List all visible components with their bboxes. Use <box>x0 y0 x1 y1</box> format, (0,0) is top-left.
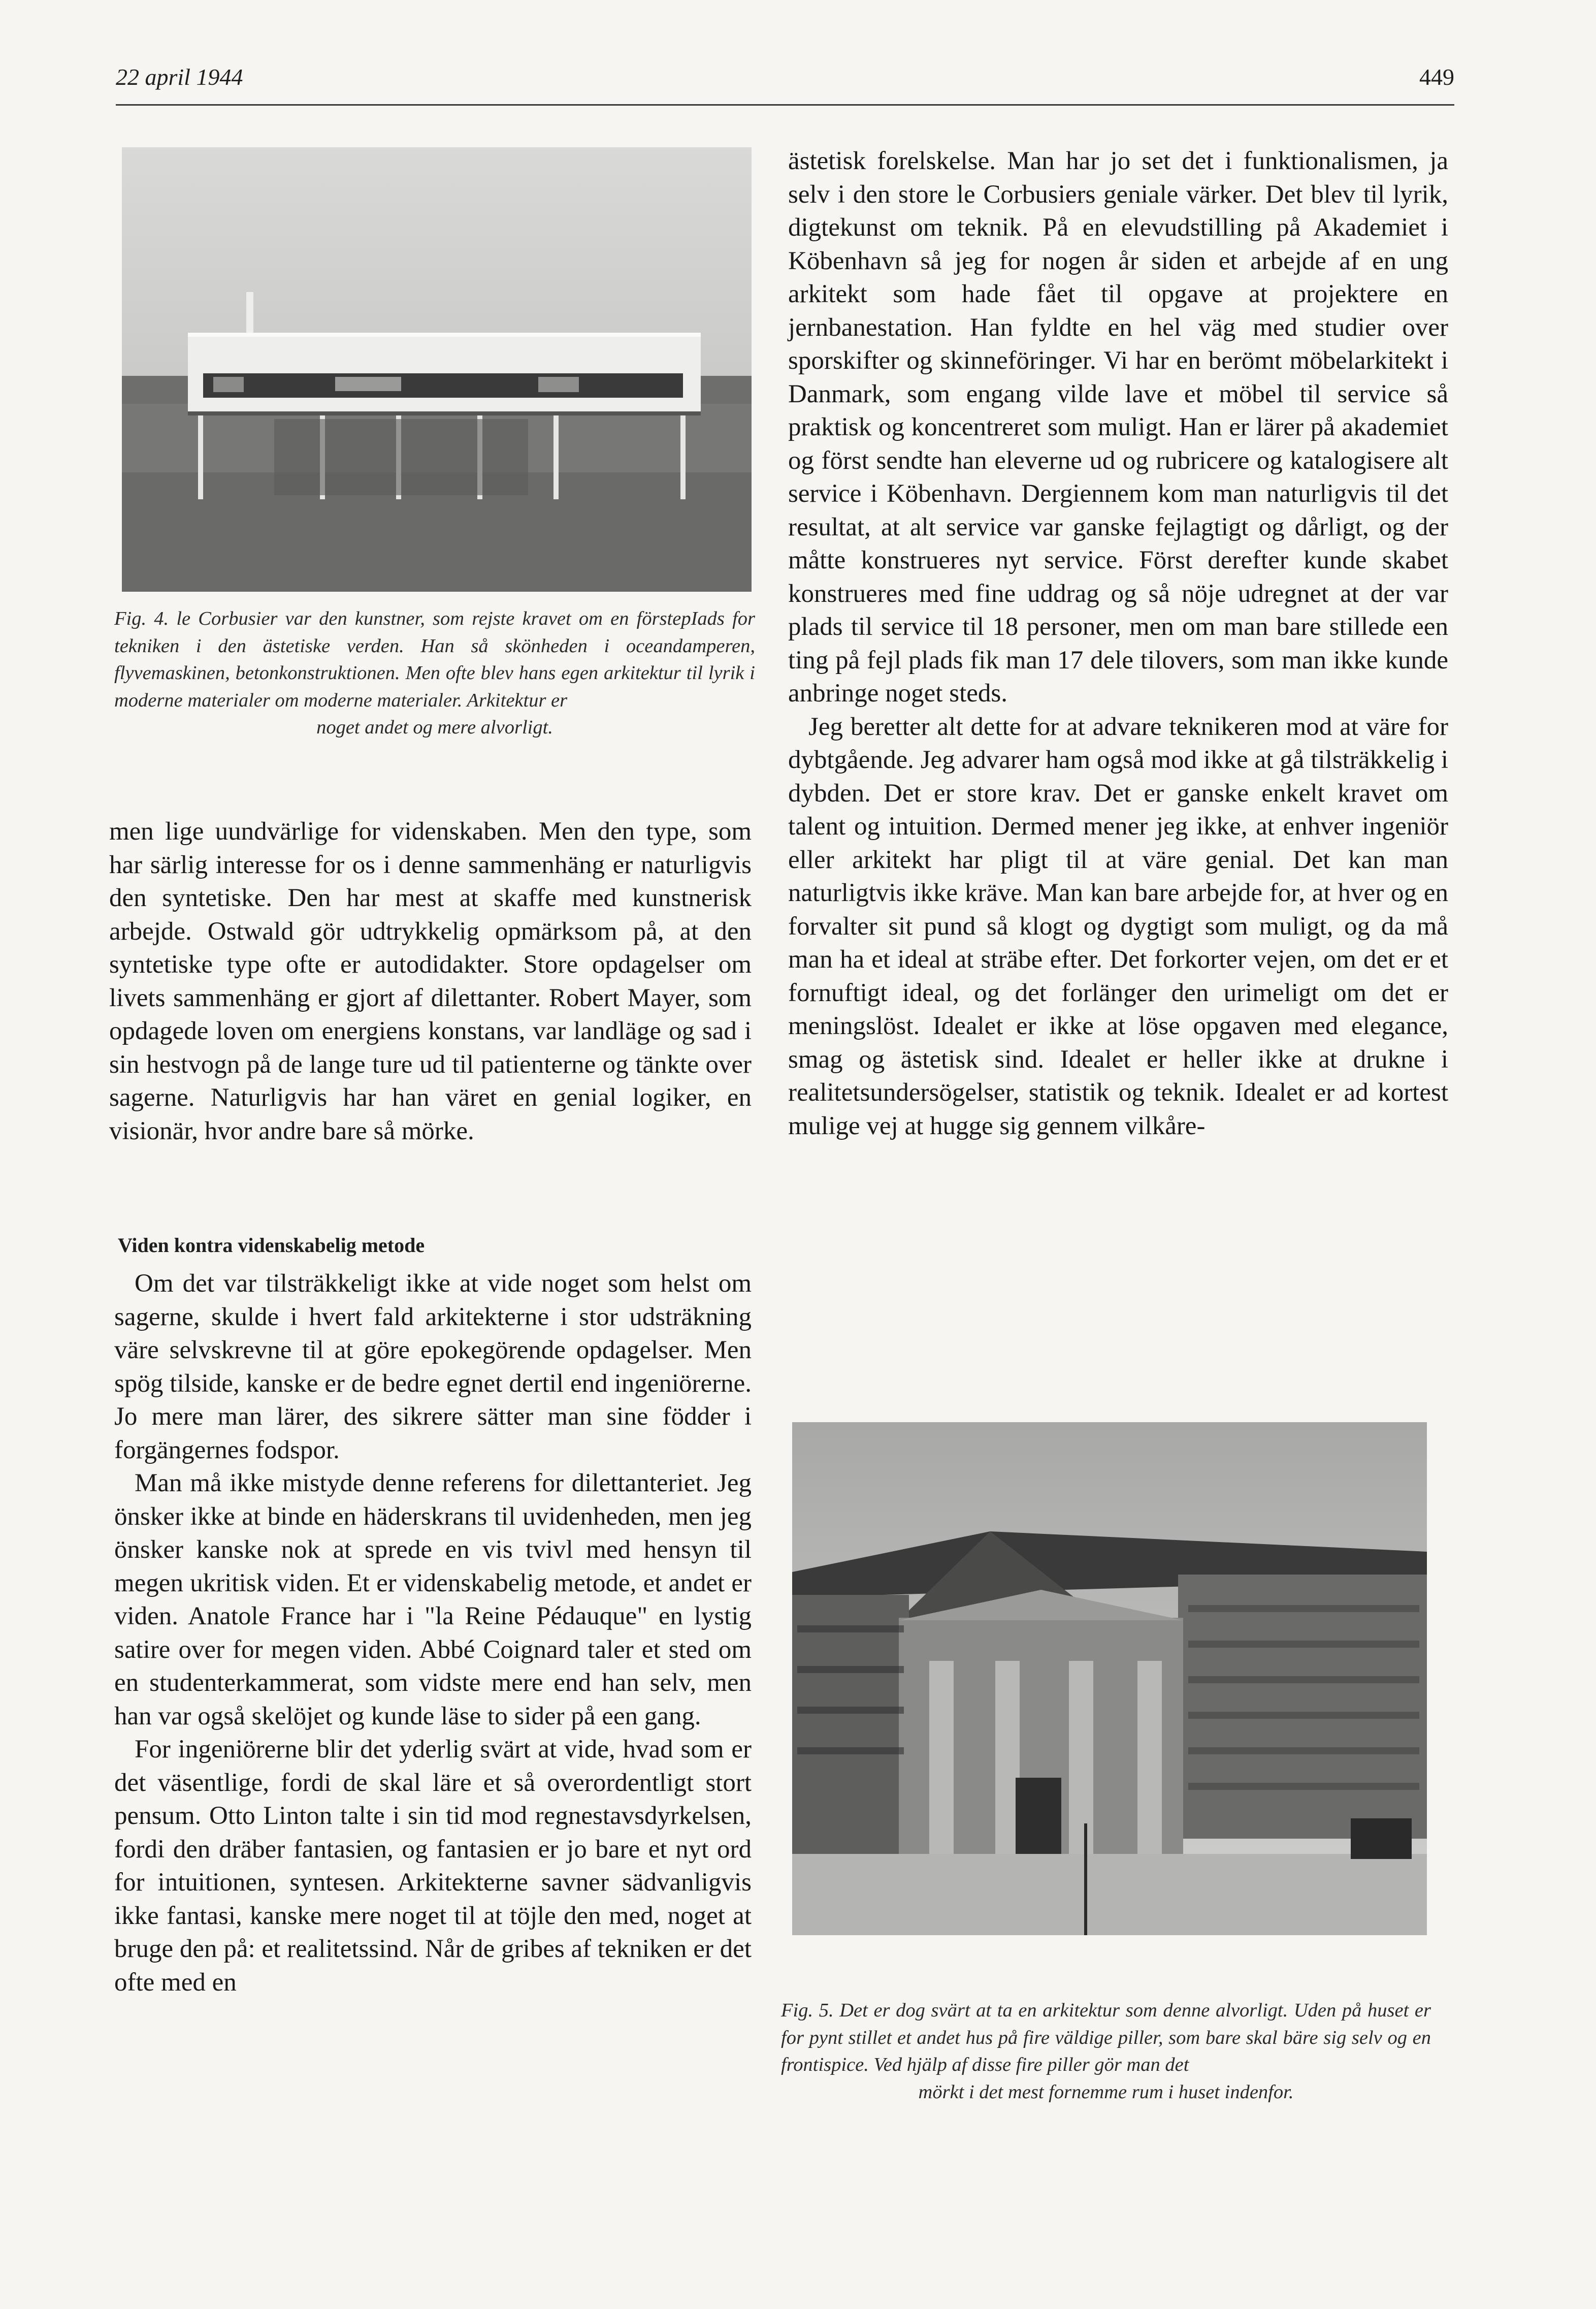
left-paragraph-2: Om det var tilsträkkeligt ikke at vide noget som helst om sagerne, skulde i hvert fald arkitekterne i stor udsträkning väre selvskrevne til at göre epokegörende opdagelser. Men spög tilside, kanske er de bedre egnet dertil end ingeniörerne. Jo mere man lärer, des sikrere sätter man sine födder i forgängernes fodspor. <box>114 1269 752 1464</box>
left-column-body <box>114 1267 752 1999</box>
left-paragraph-4: For ingeniörerne blir det yderlig svärt at vide, hvad som er det väsentlige, fordi de skal läre et så overordentligt stort pensum. Otto Linton talte i sin tid mod regnestavsdyrkelsen, fordi den dräber fantasien, og fantasien er jo bare et nyt ord for intuitionen, syntesen. Arkitekterne savner sädvanligvis ikke fantasi, kanske mere noget til at töjle den med, noget at bruge den på: et realitetssind. Når de gribes af tekniken er det ofte med en <box>114 1735 752 1997</box>
section-heading: Viden kontra videnskabelig metode <box>118 1234 425 1257</box>
right-column <box>788 145 1448 1143</box>
figure-5-caption-text: Fig. 5. Det er dog svärt at ta en arkitektur som denne alvorligt. Uden på huset er for pynt stillet et andet hus på fire väldige piller, som bare skal bäre sig selv og en frontispice. Ved hjälp af disse fire piller gör man det <box>781 2000 1431 2075</box>
figure-4-caption-last-line: noget andet og mere alvorligt. <box>316 717 553 738</box>
figure-4-photo <box>122 147 752 592</box>
figure-4-caption <box>114 605 755 742</box>
figure-4-caption-text: Fig. 4. le Corbusier var den kunstner, som rejste kravet om en förstepIads for tekniken i den ästetiske verden. Han så skönheden i oceandamperen, flyvemaskinen, betonkonstruktionen. Men ofte blev hans egen arkitektur til lyrik i moderne materialer om moderne materialer. Arkitektur er <box>114 608 755 711</box>
right-paragraph-2: Jeg beretter alt dette for at advare teknikeren mod at väre for dybtgående. Jeg advarer ham også mod ikke at gå tilsträkkelig i dybden. Det er store krav. Det er ganske enkelt kravet om talent og intuition. Dermed mener jeg ikke, at enhver ingeniör eller arkitekt har pligt til at väre genial. Det kan man naturligtvis ikke kräve. Man kan bare arbejde for, at hver og en forvalter sit pund så klogt og dygtigt som muligt, og da må man ha et ideal at sträbe efter. Det forkorter vejen, om det er et fornuftigt ideal, og det forlänger den urimeligt om det er meningslöst. Idealet er ikke at löse opgaven med elegance, smag og ästetisk sind. Idealet er heller ikke at drukne i realitetsundersögelser, statistik og teknik. Idealet er ad kortest mulige vej at hugge sig gennem vilkåre- <box>788 712 1448 1140</box>
left-paragraph-3: Man må ikke mistyde denne referens for dilettanteriet. Jeg önsker ikke at binde en häderskrans til uvidenheden, men jeg önsker kanske nok at sprede en vis tvivl med hensyn til megen ukritisk viden. Et er videnskabelig metode, et andet er viden. Anatole France har i "la Reine Pédauque" en lystig satire over for megen viden. Abbé Coignard taler et sted om en studenterkammerat, som vidste mere end han selv, men han var også skelöjet og kunde läse to sider på een gang. <box>114 1469 752 1730</box>
header-rule <box>116 104 1454 106</box>
figure-5-photo <box>792 1422 1427 1935</box>
right-paragraph-1: ästetisk forelskelse. Man har jo set det i funktionalismen, ja selv i den store le Corbusiers geniale värker. Det blev til lyrik, digtekunst om teknik. På en elevudstilling på Akademiet i Köbenhavn så jeg for nogen år siden et arbejde af en ung arkitekt som hade fået til opgave at projektere en jernbanestation. Han fyldte en hel väg med studier over sporskifter og skinneföringer. Vi har en berömt möbelarkitekt i Danmark, som engang vilde lave et möbel til service så praktisk og koncentreret som muligt. Han er lärer på akademiet og först sendte han eleverne ud og rubricere og katalogisere alt service i Köbenhavn. Dergiennem kom man naturligvis til det resultat, at alt service var ganske fejlagtigt og dårligt, og der måtte konstrueres nyt service. Först derefter kunde skabet konstrueres med fine uddrag og så nöje udregnet at der var plads til service til 18 personer, men om man bare stillede een ting på fejl plads fik man 17 dele tilovers, som man ikke kunde anbringe noget steds. <box>788 147 1448 708</box>
page-header <box>116 53 1454 102</box>
figure-5-caption <box>781 1997 1431 2106</box>
issue-date: 22 april 1944 <box>116 64 243 90</box>
figure-5-caption-last-line: mörkt i det mest fornemme rum i huset indenfor. <box>918 2081 1294 2103</box>
left-column-top <box>109 815 752 1148</box>
left-paragraph-1: men lige uundvärlige for videnskaben. Men den type, som har särlig interesse for os i denne sammenhäng er naturligvis den syntetiske. Den har mest at skaffe med kunstnerisk arbejde. Ostwald gör udtrykkelig opmärksom på, at den syntetiske type ofte er autodidakter. Store opdagelser om livets sammenhäng er gjort af dilettanter. Robert Mayer, som opdagede loven om energiens konstans, var landläge og sad i sin hestvogn på de lange ture ud til patienterne og tänkte over sagerne. Naturligvis har han väret en genial logiker, en visionär, hvor andre bare så mörke. <box>109 817 752 1145</box>
page-number: 449 <box>1419 64 1454 90</box>
